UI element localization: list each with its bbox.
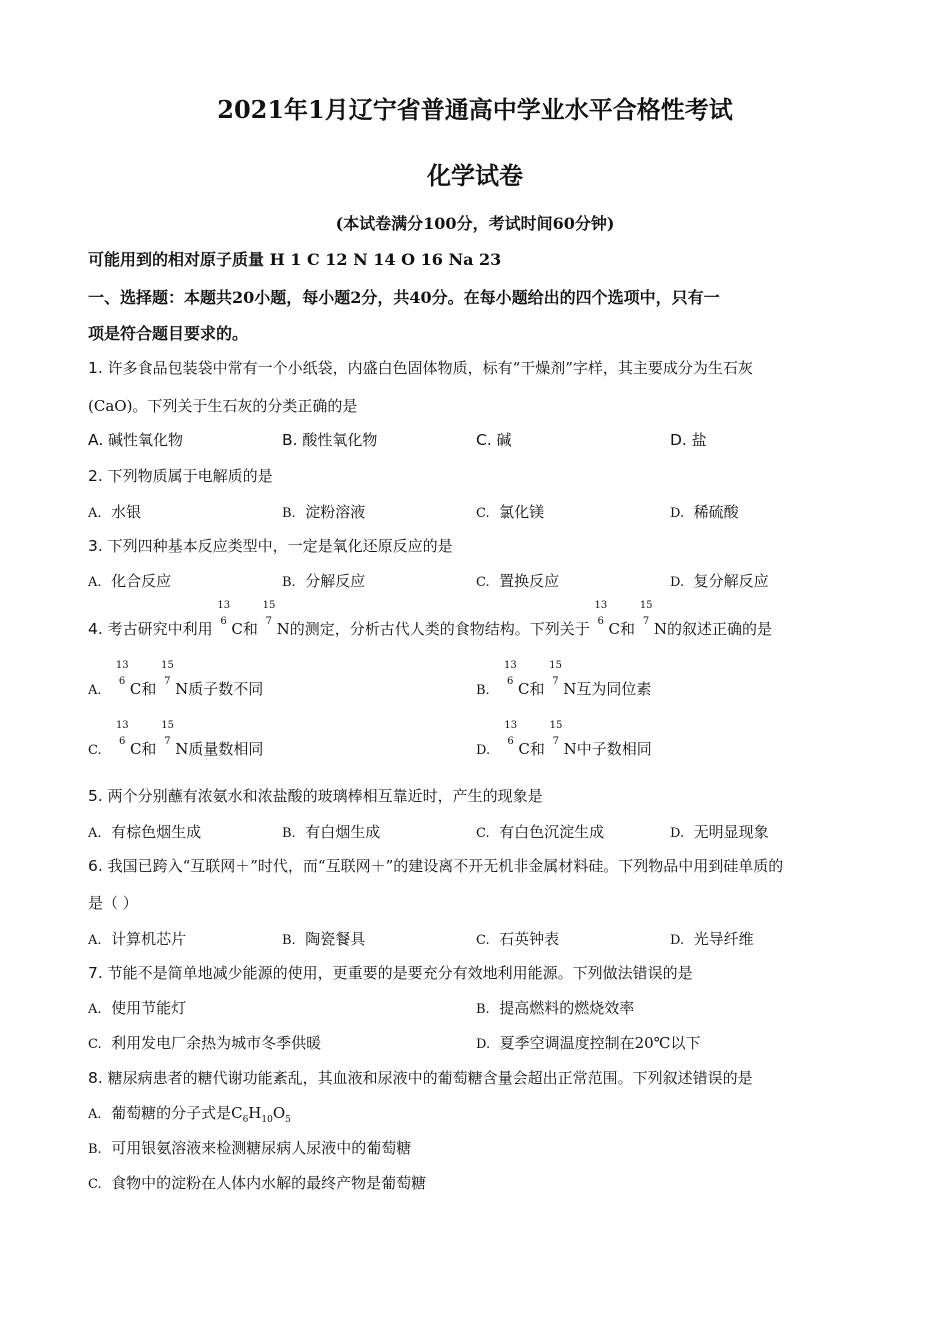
question-3: 3. 下列四种基本反应类型中，一定是氧化还原反应的是 xyxy=(88,537,453,555)
q5-option-d[interactable]: D. 无明显现象 xyxy=(670,823,769,841)
exam-title: 2021年1月辽宁省普通高中学业水平合格性考试 xyxy=(217,95,733,124)
q5-option-a[interactable]: A. 有棕色烟生成 xyxy=(88,823,202,841)
isotope-n15: 15 7 xyxy=(549,660,562,687)
q7-option-d[interactable]: D. 夏季空调温度控制在20℃以下 xyxy=(476,1034,701,1052)
q7-option-a[interactable]: A. 使用节能灯 xyxy=(88,999,187,1017)
q5-option-c[interactable]: C. 有白色沉淀生成 xyxy=(476,823,605,841)
exam-subtitle: 化学试卷 xyxy=(427,161,523,190)
q6-option-d[interactable]: D. 光导纤维 xyxy=(670,930,754,948)
q6-option-a[interactable]: A. 计算机芯片 xyxy=(88,930,187,948)
q3-option-b[interactable]: B. 分解反应 xyxy=(282,572,366,590)
q3-option-c[interactable]: C. 置换反应 xyxy=(476,572,560,590)
isotope-n15: 15 7 xyxy=(549,720,563,747)
isotope-c13: 13 6 xyxy=(504,720,518,747)
q6-option-b[interactable]: B. 陶瓷餐具 xyxy=(282,930,366,948)
question-7: 7. 节能不是简单地减少能源的使用，更重要的是要充分有效地利用能源。下列做法错误的是 xyxy=(88,964,693,982)
isotope-n15: 15 7 xyxy=(161,720,174,747)
section-heading-cont: 项是符合题目要求的。 xyxy=(88,324,249,343)
question-1: 1. 许多食品包装袋中常有一个小纸袋，内盛白色固体物质，标有“干燥剂”字样，其主要成分为生石灰 xyxy=(88,359,753,377)
q1-option-c[interactable]: C. 碱 xyxy=(476,431,512,449)
q8-option-b[interactable]: B. 可用银氨溶液来检测糖尿病人尿液中的葡萄糖 xyxy=(88,1139,412,1157)
isotope-c13: 13 6 xyxy=(594,600,608,627)
q2-option-a[interactable]: A. 水银 xyxy=(88,503,142,521)
question-2: 2. 下列物质属于电解质的是 xyxy=(88,467,273,485)
q2-option-d[interactable]: D. 稀硫酸 xyxy=(670,503,739,521)
isotope-c13: 13 6 xyxy=(504,660,517,687)
question-8: 8. 糖尿病患者的糖代谢功能紊乱，其血液和尿液中的葡萄糖含量会超出正常范围。下列叙述错误的是 xyxy=(88,1069,753,1087)
question-5: 5. 两个分别蘸有浓氨水和浓盐酸的玻璃棒相互靠近时，产生的现象是 xyxy=(88,787,543,805)
isotope-n15: 15 7 xyxy=(639,600,653,627)
question-6-cont: 是（ ） xyxy=(88,894,138,912)
q8-option-c[interactable]: C. 食物中的淀粉在人体内水解的最终产物是葡萄糖 xyxy=(88,1174,427,1192)
q6-option-c[interactable]: C. 石英钟表 xyxy=(476,930,560,948)
q4-option-a[interactable]: A. 13 6 C和 15 7 N质子数不同 xyxy=(88,660,264,698)
q4-option-d[interactable]: D. 13 6 C和 15 7 N中子数相同 xyxy=(476,720,652,758)
q5-option-b[interactable]: B. 有白烟生成 xyxy=(282,823,381,841)
q1-option-a[interactable]: A. 碱性氧化物 xyxy=(88,431,184,449)
question-6: 6. 我国已跨入“互联网＋”时代，而“互联网＋”的建设离不开无机非金属材料硅。下列物品中用到硅单质的 xyxy=(88,857,784,875)
q2-option-c[interactable]: C. 氯化镁 xyxy=(476,503,545,521)
q3-option-d[interactable]: D. 复分解反应 xyxy=(670,572,769,590)
q8-option-a[interactable]: A. 葡萄糖的分子式是$C_6H_{10}O_5$ xyxy=(88,1104,291,1125)
q2-option-b[interactable]: B. 淀粉溶液 xyxy=(282,503,366,521)
q1-option-b[interactable]: B. 酸性氧化物 xyxy=(282,431,378,449)
exam-note: (本试卷满分100分，考试时间60分钟) xyxy=(335,214,615,233)
q4-option-c[interactable]: C. 13 6 C和 15 7 N质量数相同 xyxy=(88,720,264,758)
question-4: 4. 考古研究中利用 13 6 C和 15 7 N的测定，分析古代人类的食物结构。下列关于 13 6 C和 15 7 N的叙述正确的是 xyxy=(88,600,772,638)
q4-option-b[interactable]: B. 13 6 C和 15 7 N互为同位素 xyxy=(476,660,652,698)
q1-option-d[interactable]: D. 盐 xyxy=(670,431,707,449)
isotope-n15: 15 7 xyxy=(161,660,174,687)
isotope-n15: 15 7 xyxy=(262,600,276,627)
isotope-c13: 13 6 xyxy=(217,600,231,627)
q3-option-a[interactable]: A. 化合反应 xyxy=(88,572,172,590)
question-1-cont: (CaO)。下列关于生石灰的分类正确的是 xyxy=(88,397,358,415)
q7-option-c[interactable]: C. 利用发电厂余热为城市冬季供暖 xyxy=(88,1034,322,1052)
isotope-c13: 13 6 xyxy=(115,720,129,747)
section-heading: 一、选择题：本题共20小题，每小题2分，共40分。在每小题给出的四个选项中，只有一 xyxy=(88,288,720,307)
atomic-mass-line: 可能用到的相对原子质量 H 1 C 12 N 14 O 16 Na 23 xyxy=(88,250,502,269)
isotope-c13: 13 6 xyxy=(115,660,129,687)
q7-option-b[interactable]: B. 提高燃料的燃烧效率 xyxy=(476,999,635,1017)
